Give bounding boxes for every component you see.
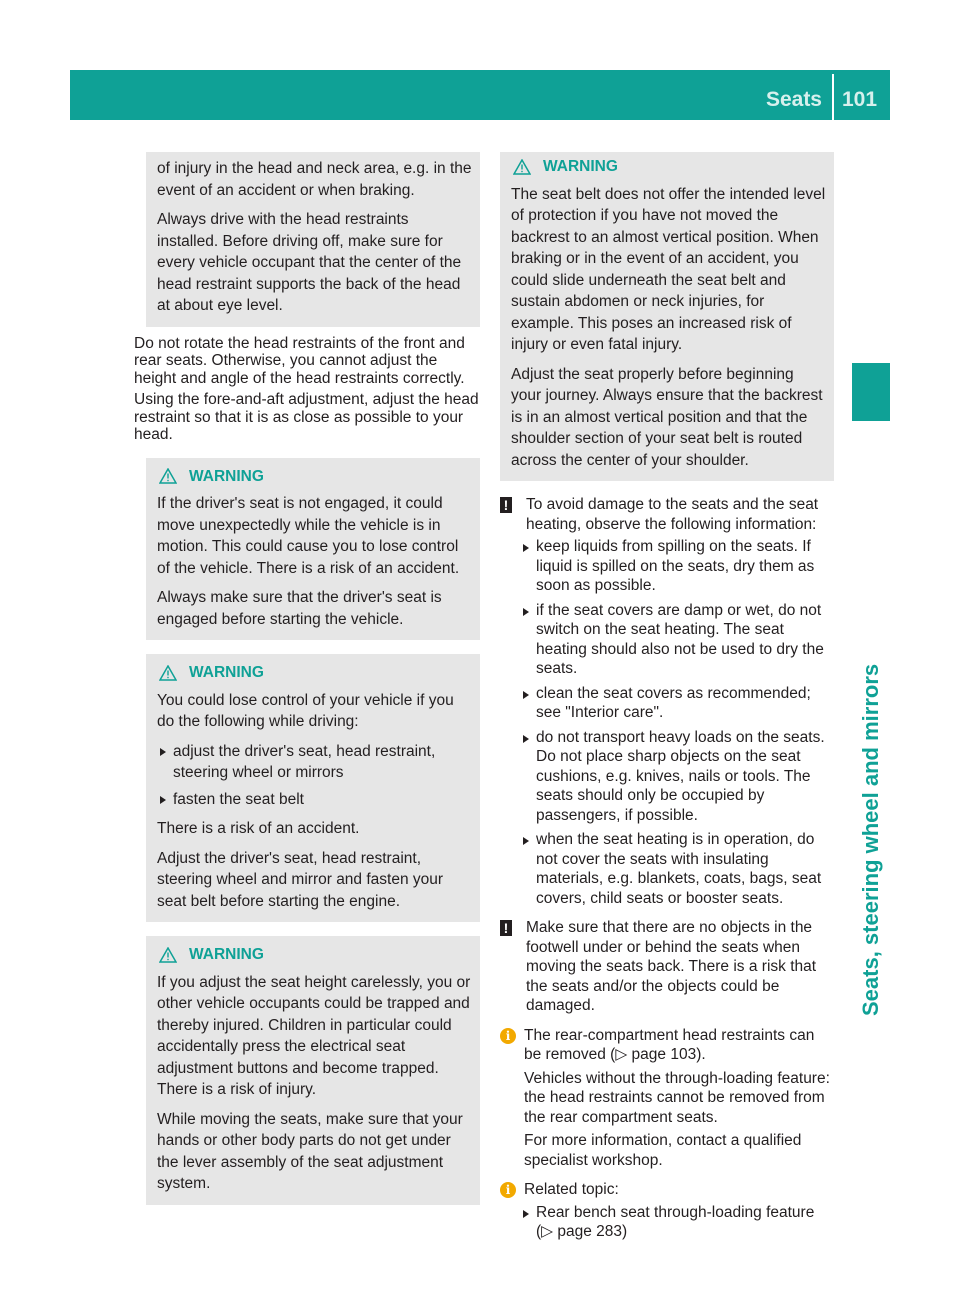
info-1-paragraph-3: For more information, contact a qualified specialist workshop.	[524, 1132, 802, 1169]
notice-seat-damage	[500, 495, 834, 908]
info-related-topic	[500, 1180, 834, 1242]
header-divider	[832, 74, 834, 120]
warning-heading: WARNING	[157, 944, 474, 966]
warning-2-intro: You could lose control of your vehicle if you do the following while driving:	[157, 691, 454, 730]
notice-footwell-objects	[500, 918, 834, 1016]
info-1-paragraph-1: The rear-compartment head restraints can be removed (▷ page 103).	[524, 1026, 815, 1063]
body-paragraph-1: Do not rotate the head restraints of the front and rear seats. Otherwise, you cannot adjust the height and angle of the head restraints correctly.	[134, 334, 465, 387]
list-item: if the seat covers are damp or wet, do not switch on the seat heating. The seat heating should also not be used to dry the seats.	[520, 601, 834, 679]
warning-heading: WARNING	[157, 466, 474, 488]
intro-paragraph-1: of injury in the head and neck area, e.g. in the event of an accident or when braking.	[157, 160, 472, 199]
list-item: clean the seat covers as recommended; see "Interior care".	[520, 684, 834, 723]
list-item: fasten the seat belt	[157, 789, 474, 811]
notice-1-text: To avoid damage to the seats and the seat heating, observe the following information:	[526, 496, 819, 533]
warning-triangle-icon	[159, 947, 177, 963]
warning-3-paragraph-1: If you adjust the seat height carelessly, you or other vehicle occupants could be trapped and thereby injured. Children in particular could accidentally press the electrical seat adjustment buttons and become trapped. There is a risk of injury.	[157, 973, 471, 1098]
warning-1-paragraph-2: Always make sure that the driver's seat is engaged before starting the vehicle.	[157, 589, 442, 628]
warning-triangle-icon	[513, 159, 531, 175]
notice-1-bullet-list	[520, 537, 834, 908]
warning-heading: WARNING	[511, 156, 828, 178]
list-item: adjust the driver's seat, head restraint, steering wheel or mirrors	[157, 741, 474, 784]
list-item: do not transport heavy loads on the seats. Do not place sharp objects on the seat cushions, e.g. knives, nails or tools. The seats should only be occupied by passengers, if possible.	[520, 728, 834, 826]
page-number: 101	[842, 88, 878, 111]
body-text	[134, 335, 480, 444]
exclamation-icon: !	[500, 920, 512, 936]
info-2-bullet-list	[520, 1203, 834, 1242]
info-head-restraints	[500, 1026, 834, 1171]
list-item-link[interactable]: Rear bench seat through-loading feature (▷ page 283)	[520, 1203, 834, 1242]
chapter-label: Seats, steering wheel and mirrors	[858, 663, 883, 1016]
warning-box-1	[146, 458, 480, 641]
warning-2-paragraph-1: There is a risk of an accident.	[157, 820, 360, 837]
warning-1-paragraph-1: If the driver's seat is not engaged, it could move unexpectedly while the vehicle is in motion. This could cause you to lose control of the vehicle. There is a risk of an accident.	[157, 495, 460, 577]
warning-triangle-icon	[159, 468, 177, 484]
warning-box-2	[146, 654, 480, 922]
warning-3-paragraph-2: While moving the seats, make sure that your hands or other body parts do not get under the lever assembly of the seat adjustment system.	[157, 1110, 463, 1192]
warning-2-bullet-list	[157, 741, 474, 811]
warning-box-3	[146, 936, 480, 1205]
info-icon: i	[500, 1028, 516, 1044]
info-2-text: Related topic:	[524, 1181, 619, 1198]
body-paragraph-2: Using the fore-and-aft adjustment, adjust the head restraint so that it is as close as possible to your head.	[134, 391, 479, 443]
info-1-paragraph-2: Vehicles without the through-loading feature: the head restraints cannot be removed from the rear compartment seats.	[524, 1069, 830, 1126]
warning-heading: WARNING	[157, 662, 474, 684]
section-title: Seats	[765, 88, 822, 111]
warning-2-paragraph-2: Adjust the driver's seat, head restraint, steering wheel and mirror and fasten your seat belt before starting the engine.	[157, 849, 444, 910]
left-column	[134, 152, 480, 1205]
warning-box-4	[500, 152, 834, 481]
info-icon: i	[500, 1182, 516, 1198]
exclamation-icon: !	[500, 497, 512, 513]
notice-2-text: Make sure that there are no objects in the footwell under or behind the seats when moving the seats back. There is a risk that the seats and/or the objects could be damaged.	[526, 919, 817, 1014]
warning-triangle-icon	[159, 665, 177, 681]
right-column	[500, 152, 834, 1252]
warning-4-paragraph-1: The seat belt does not offer the intended level of protection if you have not moved the backrest to an almost vertical position. When braking or in the event of an accident, you could slide underneath the seat belt and sustain abdomen or neck injuries, for example. This poses an increased risk of injury or even fatal injury.	[511, 185, 826, 353]
warning-4-paragraph-2: Adjust the seat properly before beginning your journey. Always ensure that the backrest is in an almost vertical position and that the shoulder section of your seat belt is routed across the center of your shoulder.	[511, 365, 823, 469]
intro-paragraph-2: Always drive with the head restraints installed. Before driving off, make sure for every vehicle occupant that the center of the head restraint supports the back of the head at about eye level.	[157, 211, 462, 314]
list-item: when the seat heating is in operation, do not cover the seats with insulating materials, e.g. blankets, coats, bags, seat covers, child seats or booster seats.	[520, 830, 834, 908]
intro-box	[146, 152, 480, 327]
list-item: keep liquids from spilling on the seats. If liquid is spilled on the seats, dry them as soon as possible.	[520, 537, 834, 596]
chapter-tab-marker	[852, 363, 890, 421]
